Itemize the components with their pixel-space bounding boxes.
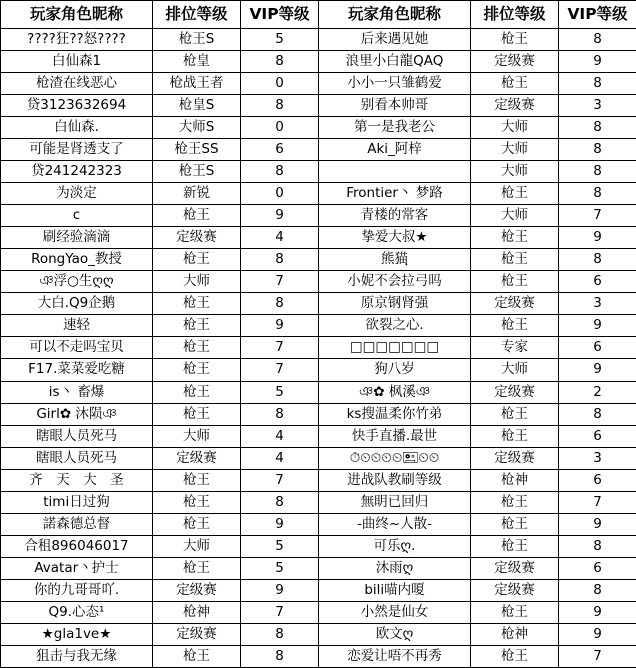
cell-rank-left: 枪神 — [153, 601, 241, 623]
cell-nickname-right: □□□□□□□ — [319, 337, 471, 359]
cell-rank-left: 定级赛 — [153, 227, 241, 249]
cell-rank-left: 枪王 — [153, 293, 241, 315]
cell-rank-right: 枪王 — [471, 403, 559, 425]
cell-nickname-left: 瞎眼人员死马 — [1, 425, 153, 447]
cell-vip-right: 6 — [559, 425, 636, 447]
cell-nickname-left: 速轻 — [1, 315, 153, 337]
cell-vip-right: 6 — [559, 469, 636, 491]
cell-rank-left: 枪王 — [153, 315, 241, 337]
table-row — [1, 205, 636, 227]
table-row — [1, 491, 636, 513]
table-row — [1, 601, 636, 623]
cell-rank-right: 枪王 — [471, 491, 559, 513]
table-row — [1, 381, 636, 403]
cell-rank-right: 枪王 — [471, 271, 559, 293]
cell-rank-left: 定级赛 — [153, 579, 241, 601]
cell-vip-right: 8 — [559, 117, 636, 139]
cell-nickname-left: 贷3123632694 — [1, 95, 153, 117]
cell-rank-right: 大师 — [471, 359, 559, 381]
cell-vip-left: 4 — [241, 227, 319, 249]
cell-nickname-left: 合租896046017 — [1, 535, 153, 557]
cell-nickname-left: Girl✿ 沐陨ঞ — [1, 403, 153, 425]
cell-vip-left: 8 — [241, 51, 319, 73]
cell-nickname-right: ⏱⏲⏲⏲⏲🖭⏲⏲ — [319, 447, 471, 469]
cell-vip-right: 3 — [559, 293, 636, 315]
table-row — [1, 139, 636, 161]
cell-nickname-left: 狙击与我无缘 — [1, 645, 153, 667]
cell-vip-left: 5 — [241, 535, 319, 557]
cell-nickname-left: 枪渣在线恶心 — [1, 73, 153, 95]
cell-vip-left: 7 — [241, 359, 319, 381]
header-vip-right: VIP等级 — [559, 1, 636, 29]
cell-rank-left: 枪王 — [153, 381, 241, 403]
cell-rank-right: 定级赛 — [471, 447, 559, 469]
cell-vip-right: 9 — [559, 513, 636, 535]
cell-vip-left: 7 — [241, 469, 319, 491]
cell-vip-left: 5 — [241, 381, 319, 403]
cell-rank-right: 大师 — [471, 161, 559, 183]
cell-rank-left: 大师 — [153, 271, 241, 293]
cell-vip-left: 5 — [241, 29, 319, 51]
cell-rank-left: 枪王 — [153, 645, 241, 667]
table-row — [1, 95, 636, 117]
cell-nickname-right: 小小一只雏鹤爱 — [319, 73, 471, 95]
table-row — [1, 227, 636, 249]
cell-rank-right: 专家 — [471, 337, 559, 359]
cell-vip-right: 8 — [559, 161, 636, 183]
table-row — [1, 183, 636, 205]
cell-rank-right: 枪神 — [471, 469, 559, 491]
table-row — [1, 271, 636, 293]
cell-nickname-right: 熊猫ฺ — [319, 249, 471, 271]
cell-nickname-right: 小然是仙女 — [319, 601, 471, 623]
cell-rank-right: 枪王 — [471, 29, 559, 51]
cell-nickname-right: 欲裂之心. — [319, 315, 471, 337]
cell-nickname-left: Avatar丶护士 — [1, 557, 153, 579]
table-row — [1, 535, 636, 557]
cell-nickname-left: ঞ浮○生ღღ — [1, 271, 153, 293]
cell-vip-right: 6 — [559, 337, 636, 359]
cell-rank-left: 大师 — [153, 425, 241, 447]
cell-nickname-right: 無眀已回归 — [319, 491, 471, 513]
table-row — [1, 645, 636, 667]
cell-rank-left: 定级赛 — [153, 447, 241, 469]
cell-vip-right: 9 — [559, 601, 636, 623]
cell-nickname-right: 欧文ღ — [319, 623, 471, 645]
cell-rank-right: 枪王 — [471, 425, 559, 447]
cell-vip-left: 8 — [241, 623, 319, 645]
cell-nickname-left: 贷241242323 — [1, 161, 153, 183]
cell-rank-right: 定级赛 — [471, 381, 559, 403]
cell-rank-right: 定级赛 — [471, 51, 559, 73]
cell-rank-right: 定级赛 — [471, 95, 559, 117]
table-row — [1, 293, 636, 315]
cell-nickname-left: ★gla1ve★ — [1, 623, 153, 645]
table-row — [1, 469, 636, 491]
cell-rank-left: 枪王 — [153, 403, 241, 425]
cell-rank-right: 枪王 — [471, 645, 559, 667]
cell-rank-right: 定级赛 — [471, 293, 559, 315]
cell-vip-right: 3 — [559, 95, 636, 117]
table-row — [1, 359, 636, 381]
cell-nickname-left: F17.菜菜爱吃糖 — [1, 359, 153, 381]
cell-nickname-right: 狗八岁 — [319, 359, 471, 381]
cell-nickname-right: 青楼的常客 — [319, 205, 471, 227]
cell-nickname-left: Q9.心态¹ — [1, 601, 153, 623]
cell-nickname-right: 小妮不会拉弓吗 — [319, 271, 471, 293]
cell-vip-left: 4 — [241, 425, 319, 447]
cell-vip-right: 6 — [559, 271, 636, 293]
cell-vip-right: 7 — [559, 645, 636, 667]
cell-vip-left: 8 — [241, 249, 319, 271]
cell-vip-left: 8 — [241, 403, 319, 425]
cell-vip-left: 8 — [241, 95, 319, 117]
cell-rank-right: 枪王 — [471, 513, 559, 535]
cell-vip-right: 6 — [559, 557, 636, 579]
cell-nickname-left: c — [1, 205, 153, 227]
cell-rank-left: 枪王S — [153, 29, 241, 51]
cell-rank-left: 大师S — [153, 117, 241, 139]
cell-rank-right: 枪神 — [471, 623, 559, 645]
cell-rank-right: 枪王 — [471, 249, 559, 271]
cell-rank-right: 大师 — [471, 205, 559, 227]
header-nickname-right: 玩家角色昵称 — [319, 1, 471, 29]
cell-vip-left: 5 — [241, 557, 319, 579]
cell-nickname-right: 可乐ღ. — [319, 535, 471, 557]
cell-nickname-right — [319, 161, 471, 183]
table-row — [1, 623, 636, 645]
cell-rank-left: 大师 — [153, 535, 241, 557]
cell-nickname-left: 瞎眼人员死马 — [1, 447, 153, 469]
table-row — [1, 579, 636, 601]
cell-rank-left: 枪皇S — [153, 95, 241, 117]
cell-vip-right: 8 — [559, 29, 636, 51]
cell-nickname-right: 进战队教刷等级 — [319, 469, 471, 491]
table-row — [1, 51, 636, 73]
cell-vip-right: 8 — [559, 579, 636, 601]
cell-nickname-right: 后来遇见她 — [319, 29, 471, 51]
table-row — [1, 315, 636, 337]
cell-vip-left: 6 — [241, 139, 319, 161]
cell-nickname-left: 諾森德总督 — [1, 513, 153, 535]
cell-rank-right: 定级赛 — [471, 557, 559, 579]
cell-vip-right: 2 — [559, 381, 636, 403]
cell-vip-left: 7 — [241, 337, 319, 359]
cell-rank-right: 枪王 — [471, 227, 559, 249]
cell-nickname-right: 快手直播.最世 — [319, 425, 471, 447]
cell-nickname-left: RongYao_教授 — [1, 249, 153, 271]
cell-vip-left: 8 — [241, 491, 319, 513]
cell-nickname-right: ks搜温柔你竹弟 — [319, 403, 471, 425]
cell-vip-left: 8 — [241, 645, 319, 667]
cell-vip-left: 0 — [241, 117, 319, 139]
cell-rank-right: 大师 — [471, 117, 559, 139]
cell-rank-left: 枪战王者 — [153, 73, 241, 95]
cell-vip-right: 8 — [559, 139, 636, 161]
cell-rank-left: 枪王S — [153, 161, 241, 183]
cell-vip-left: 8 — [241, 293, 319, 315]
cell-vip-right: 8 — [559, 535, 636, 557]
cell-nickname-right: 恋爱让唔不再秀 — [319, 645, 471, 667]
cell-nickname-left: ????狂??怒???? — [1, 29, 153, 51]
header-row — [1, 1, 636, 29]
cell-nickname-left: 白仙森1 — [1, 51, 153, 73]
cell-rank-right: 枪王 — [471, 183, 559, 205]
cell-vip-right: 8 — [559, 403, 636, 425]
cell-vip-right: 7 — [559, 491, 636, 513]
cell-rank-left: 枪王 — [153, 249, 241, 271]
cell-rank-right: 大师 — [471, 139, 559, 161]
cell-rank-right: 枪王 — [471, 535, 559, 557]
cell-vip-left: 9 — [241, 205, 319, 227]
cell-nickname-left: is丶 畜爆 — [1, 381, 153, 403]
cell-vip-right: 9 — [559, 227, 636, 249]
cell-rank-left: 枪王SS — [153, 139, 241, 161]
cell-nickname-right: Frontier丶 梦路 — [319, 183, 471, 205]
cell-nickname-right: 挚爱大叔★ — [319, 227, 471, 249]
header-rank-left: 排位等级 — [153, 1, 241, 29]
table-row — [1, 249, 636, 271]
table-row — [1, 117, 636, 139]
cell-vip-right: 9 — [559, 315, 636, 337]
cell-rank-right: 枪王 — [471, 601, 559, 623]
cell-vip-right: 8 — [559, 73, 636, 95]
cell-nickname-right: 原京钢肾强 — [319, 293, 471, 315]
cell-vip-left: 9 — [241, 315, 319, 337]
header-rank-right: 排位等级 — [471, 1, 559, 29]
cell-rank-left: 枪王 — [153, 469, 241, 491]
cell-nickname-left: 你的九哥哥吖. — [1, 579, 153, 601]
cell-nickname-right: ঞ✿ 枫溪ঞ — [319, 381, 471, 403]
table-row — [1, 403, 636, 425]
cell-rank-right: 枪王 — [471, 73, 559, 95]
cell-nickname-right: 沐雨ღ — [319, 557, 471, 579]
table-row — [1, 425, 636, 447]
table-row — [1, 557, 636, 579]
table-row — [1, 447, 636, 469]
cell-vip-left: 0 — [241, 183, 319, 205]
cell-nickname-right: 别看本帅哥 — [319, 95, 471, 117]
cell-nickname-left: 可以不走吗宝贝 — [1, 337, 153, 359]
cell-nickname-right: 浪里小白龍QAQ — [319, 51, 471, 73]
table-row — [1, 337, 636, 359]
cell-rank-left: 枪王 — [153, 557, 241, 579]
cell-rank-right: 定级赛 — [471, 579, 559, 601]
cell-rank-left: 枪王 — [153, 337, 241, 359]
cell-nickname-left: 为淡定 — [1, 183, 153, 205]
cell-vip-left: 4 — [241, 447, 319, 469]
table-row — [1, 73, 636, 95]
cell-vip-left: 9 — [241, 579, 319, 601]
cell-vip-right: 8 — [559, 183, 636, 205]
cell-vip-right: 7 — [559, 205, 636, 227]
cell-rank-left: 枪皇 — [153, 51, 241, 73]
cell-rank-right: 枪王 — [471, 315, 559, 337]
cell-rank-left: 枪王 — [153, 205, 241, 227]
cell-nickname-left: timi日过狗 — [1, 491, 153, 513]
cell-vip-right: 8 — [559, 249, 636, 271]
cell-nickname-right: 第一是我老公 — [319, 117, 471, 139]
cell-nickname-left: 刷经验滴滴 — [1, 227, 153, 249]
cell-nickname-left: 大白.Q9企鹅 — [1, 293, 153, 315]
cell-rank-left: 枪王 — [153, 513, 241, 535]
cell-nickname-left: 白仙森. — [1, 117, 153, 139]
header-nickname-left: 玩家角色昵称 — [1, 1, 153, 29]
cell-vip-left: 8 — [241, 161, 319, 183]
cell-nickname-left: 可能是肾透支了 — [1, 139, 153, 161]
cell-vip-left: 7 — [241, 601, 319, 623]
cell-vip-right: 9 — [559, 623, 636, 645]
cell-rank-left: 枪王 — [153, 359, 241, 381]
cell-rank-left: 新锐 — [153, 183, 241, 205]
cell-nickname-right: Aki_阿梓 — [319, 139, 471, 161]
cell-vip-left: 9 — [241, 513, 319, 535]
cell-nickname-right: bili喵内嗄 — [319, 579, 471, 601]
cell-vip-right: 9 — [559, 359, 636, 381]
cell-vip-right: 3 — [559, 447, 636, 469]
cell-rank-left: 定级赛 — [153, 623, 241, 645]
cell-vip-left: 0 — [241, 73, 319, 95]
table-row — [1, 29, 636, 51]
table-row — [1, 161, 636, 183]
cell-nickname-left: 齐 天 大 圣 — [1, 469, 153, 491]
cell-nickname-right: -曲终~人散- — [319, 513, 471, 535]
cell-vip-right: 9 — [559, 51, 636, 73]
table-row — [1, 513, 636, 535]
header-vip-left: VIP等级 — [241, 1, 319, 29]
cell-rank-left: 枪王 — [153, 491, 241, 513]
cell-vip-left: 7 — [241, 271, 319, 293]
